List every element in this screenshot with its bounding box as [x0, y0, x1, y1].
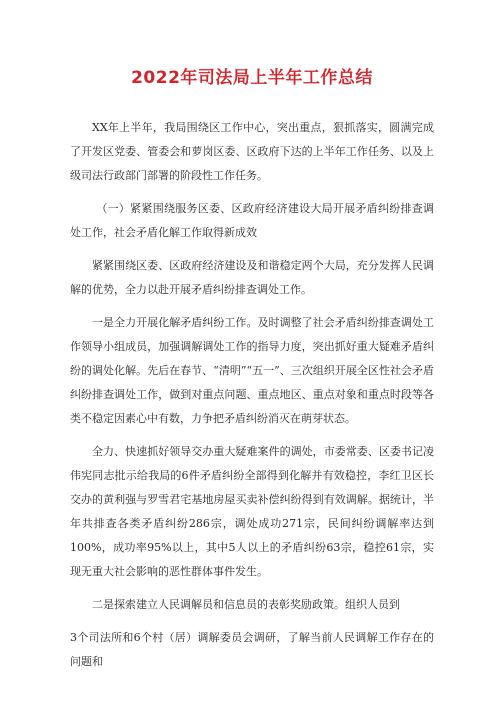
paragraph-intro: XX年上半年，我局围绕区工作中心，突出重点，狠抓落实，圆满完成了开发区党委、管委会和萝岗区委、区政府下达的上半年工作任务、以及上级司法行政部门部署的阶段性工作任务。: [70, 121, 434, 182]
document-title: 2022年司法局上半年工作总结: [131, 68, 373, 88]
paragraph-point-one: 一是全力开展化解矛盾纠纷工作。及时调整了社会矛盾纠纷排查调处工作领导小组成员，加强调解调处工作的指导力度，突出抓好重大疑难矛盾纠纷的调处化解。先后在春节、“清明”“五一”、三次组织开展全区性社会矛盾纠纷排查调处工作，做到对重点问题、重点地区、重点对象和重点时段等各类不稳定因素心中有数，力争把矛盾纠纷消灭在萌芽状态。: [70, 316, 434, 425]
paragraph-overview: 紧紧围绕区委、区政府经济建设及和谐稳定两个大局，充分发挥人民调解的优势，全力以赴开展矛盾纠纷排查调处工作。: [70, 259, 434, 296]
paragraph-point-two: 二是探索建立人民调解员和信息员的表彰奖励政策。组织人员到: [92, 598, 400, 611]
paragraph-major-cases: 全力、快速抓好领导交办重大疑难案件的调处，市委常委、区委书记凌伟宪同志批示给我局的6件矛盾纠纷全部得到化解并有效稳控，李红卫区长交办的黄利强与罗雪君宅基地房屋买卖补偿纠纷得到有效调解。据统计，半年共排查各类矛盾纠纷286宗，调处成功271宗，民间纠纷调解率达到100%，成功率95%以上，其中5人以上的矛盾纠纷63宗，稳控61宗，实现无重大社会影响的恶性群体事件发生。: [70, 445, 434, 578]
paragraph-continuation: 3个司法所和6个村（居）调解委员会调研，了解当前人民调解工作存在的问题和: [70, 631, 434, 668]
paragraph-section-heading: （一）紧紧围绕服务区委、区政府经济建设大局开展矛盾纠纷排查调处工作，社会矛盾化解工作取得新成效: [70, 202, 434, 239]
